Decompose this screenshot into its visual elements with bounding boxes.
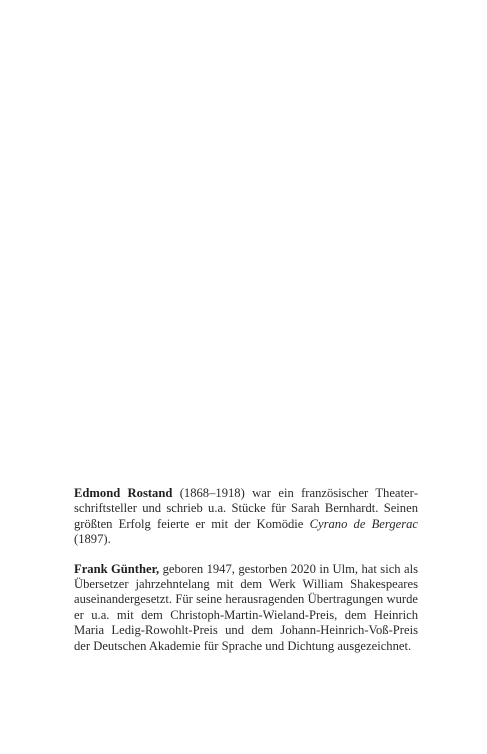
bio-edmond-rostand bbox=[74, 486, 418, 548]
work-title: Cyrano de Bergerac bbox=[309, 516, 418, 531]
author-name: Edmond Rostand bbox=[74, 486, 173, 500]
translator-name: Frank Günther, bbox=[74, 561, 160, 576]
bio-text-end: (1897). bbox=[74, 532, 111, 547]
bio-frank-guenther bbox=[74, 562, 418, 654]
author-bios bbox=[74, 486, 418, 668]
bio-text: (1868–1918) war ein französischer Theaterschriftsteller und schrieb u.a. Stücke für Sarah Bernhardt. Seinen größten Erfolg feierte er mit der Komödie bbox=[74, 486, 419, 531]
bio-text: geboren 1947, gestorben 2020 in Ulm, hat sich als Übersetzer jahrzehntelang mit dem Werk William Shakespeares auseinandergesetzt. Für seine herausragenden Übertragungen wurde er u.a. mit dem Christoph-Martin-Wieland-Preis, dem Heinrich Maria Ledig-Rowohlt-Preis und dem Johann-Heinrich-Voß-Preis der Deutschen Akademie für Sprache und Dichtung ausgezeichnet. bbox=[74, 561, 418, 653]
